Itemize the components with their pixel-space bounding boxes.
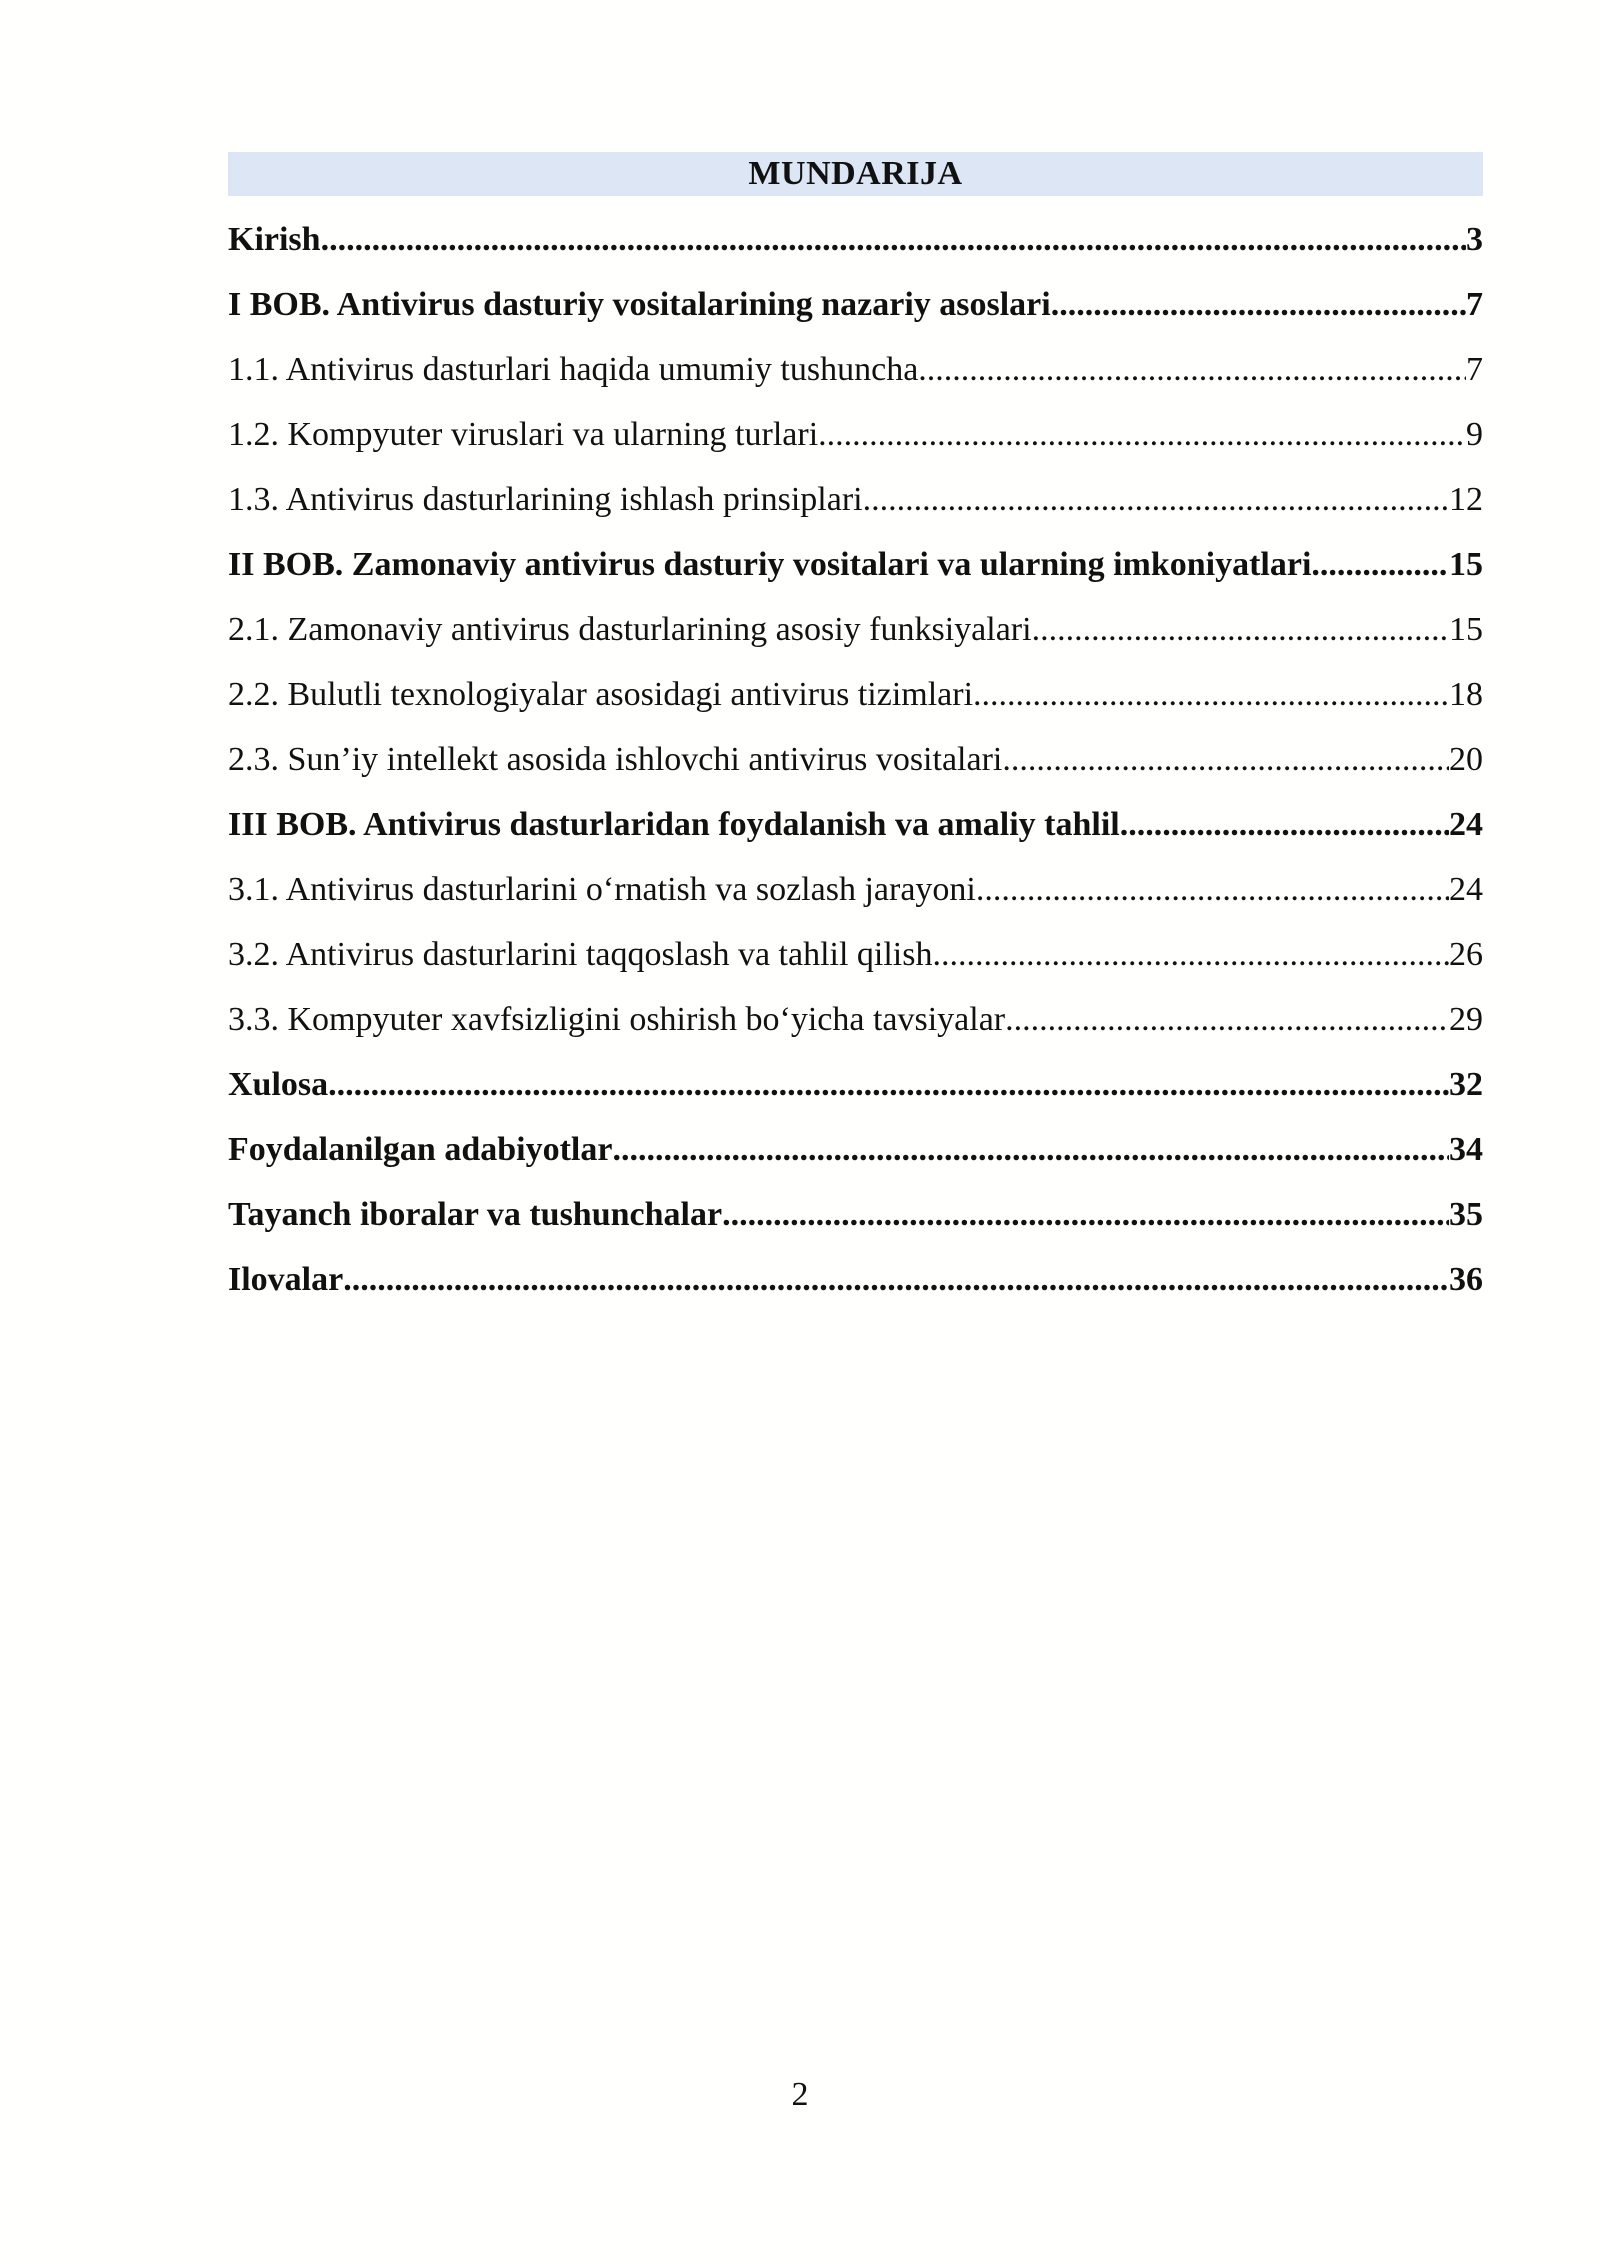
toc-dot-leader — [1002, 735, 1449, 785]
toc-entry[interactable] — [228, 670, 1483, 735]
toc-entry[interactable] — [228, 345, 1483, 410]
toc-entry-page-number: 24 — [1449, 806, 1483, 843]
toc-entry-page-number: 18 — [1449, 676, 1483, 713]
toc-entry[interactable] — [228, 1255, 1483, 1320]
toc-entry-page-number: 24 — [1449, 871, 1483, 908]
toc-entry[interactable] — [228, 280, 1483, 345]
toc-dot-leader — [722, 1190, 1449, 1240]
toc-entry[interactable] — [228, 995, 1483, 1060]
toc-entry-page-number: 7 — [1466, 286, 1483, 323]
toc-dot-leader — [1051, 280, 1466, 330]
toc-entry-page-number: 34 — [1449, 1131, 1483, 1168]
table-of-contents — [228, 215, 1483, 1320]
toc-entry-page-number: 12 — [1449, 481, 1483, 518]
toc-dot-leader — [1032, 605, 1449, 655]
toc-entry[interactable] — [228, 1060, 1483, 1125]
toc-entry[interactable] — [228, 605, 1483, 670]
toc-entry-title: 3.3. Kompyuter xavfsizligini oshirish bo‘yicha tavsiyalar — [228, 1001, 1006, 1038]
toc-entry[interactable] — [228, 410, 1483, 475]
toc-dot-leader — [321, 215, 1466, 265]
toc-entry-title: 2.3. Sun’iy intellekt asosida ishlovchi antivirus vositalari — [228, 741, 1003, 778]
toc-dot-leader — [863, 475, 1449, 525]
page-number: 2 — [791, 2076, 809, 2113]
toc-entry-title: Xulosa — [228, 1066, 329, 1103]
toc-entry[interactable] — [228, 1125, 1483, 1190]
toc-entry-page-number: 35 — [1449, 1196, 1483, 1233]
toc-entry-page-number: 15 — [1449, 611, 1483, 648]
toc-entry-title: 2.2. Bulutli texnologiyalar asosidagi antivirus tizimlari — [228, 676, 974, 713]
toc-entry-title: 1.3. Antivirus dasturlarining ishlash prinsiplari — [228, 481, 863, 518]
toc-entry-page-number: 7 — [1466, 351, 1483, 388]
toc-entry-page-number: 26 — [1449, 936, 1483, 973]
toc-dot-leader — [976, 865, 1449, 915]
toc-entry-page-number: 9 — [1466, 416, 1483, 453]
toc-entry-title: 3.1. Antivirus dasturlarini o‘rnatish va sozlash jarayoni — [228, 871, 976, 908]
toc-entry-page-number: 15 — [1449, 546, 1483, 583]
toc-entry[interactable] — [228, 1190, 1483, 1255]
toc-entry-title: Foydalanilgan adabiyotlar — [228, 1131, 613, 1168]
toc-dot-leader — [973, 670, 1449, 720]
toc-dot-leader — [818, 410, 1466, 460]
toc-entry-title: 3.2. Antivirus dasturlarini taqqoslash va tahlil qilish — [228, 936, 933, 973]
toc-entry-title: 2.1. Zamonaviy antivirus dasturlarining asosiy funksiyalari — [228, 611, 1032, 648]
toc-dot-leader — [918, 345, 1466, 395]
toc-entry-title: Tayanch iboralar va tushunchalar — [228, 1196, 723, 1233]
toc-dot-leader — [343, 1255, 1449, 1305]
toc-entry-title: III BOB. Antivirus dasturlaridan foydalanish va amaliy tahlil — [228, 806, 1120, 843]
toc-entry[interactable] — [228, 475, 1483, 540]
toc-entry-page-number: 36 — [1449, 1261, 1483, 1298]
toc-dot-leader — [328, 1060, 1449, 1110]
toc-entry-page-number: 29 — [1449, 1001, 1483, 1038]
toc-entry-page-number: 32 — [1449, 1066, 1483, 1103]
toc-entry[interactable] — [228, 930, 1483, 995]
toc-entry-title: Kirish — [228, 221, 321, 258]
toc-entry[interactable] — [228, 865, 1483, 930]
toc-entry-title: 1.2. Kompyuter viruslari va ularning turlari — [228, 416, 819, 453]
toc-entry-page-number: 3 — [1466, 221, 1483, 258]
toc-entry[interactable] — [228, 800, 1483, 865]
toc-entry[interactable] — [228, 735, 1483, 800]
toc-dot-leader — [1005, 995, 1449, 1045]
toc-entry-title: Ilovalar — [228, 1261, 344, 1298]
toc-dot-leader — [933, 930, 1450, 980]
toc-entry[interactable] — [228, 540, 1483, 605]
toc-entry-title: I BOB. Antivirus dasturiy vositalarining nazariy asoslari — [228, 286, 1051, 323]
toc-entry-page-number: 20 — [1449, 741, 1483, 778]
toc-dot-leader — [1311, 540, 1449, 590]
toc-title: MUNDARIJA — [228, 152, 1483, 196]
toc-entry[interactable] — [228, 215, 1483, 280]
toc-dot-leader — [1120, 800, 1449, 850]
toc-dot-leader — [612, 1125, 1449, 1175]
toc-entry-title: 1.1. Antivirus dasturlari haqida umumiy tushuncha — [228, 351, 919, 388]
toc-entry-title: II BOB. Zamonaviy antivirus dasturiy vositalari va ularning imkoniyatlari — [228, 546, 1312, 583]
